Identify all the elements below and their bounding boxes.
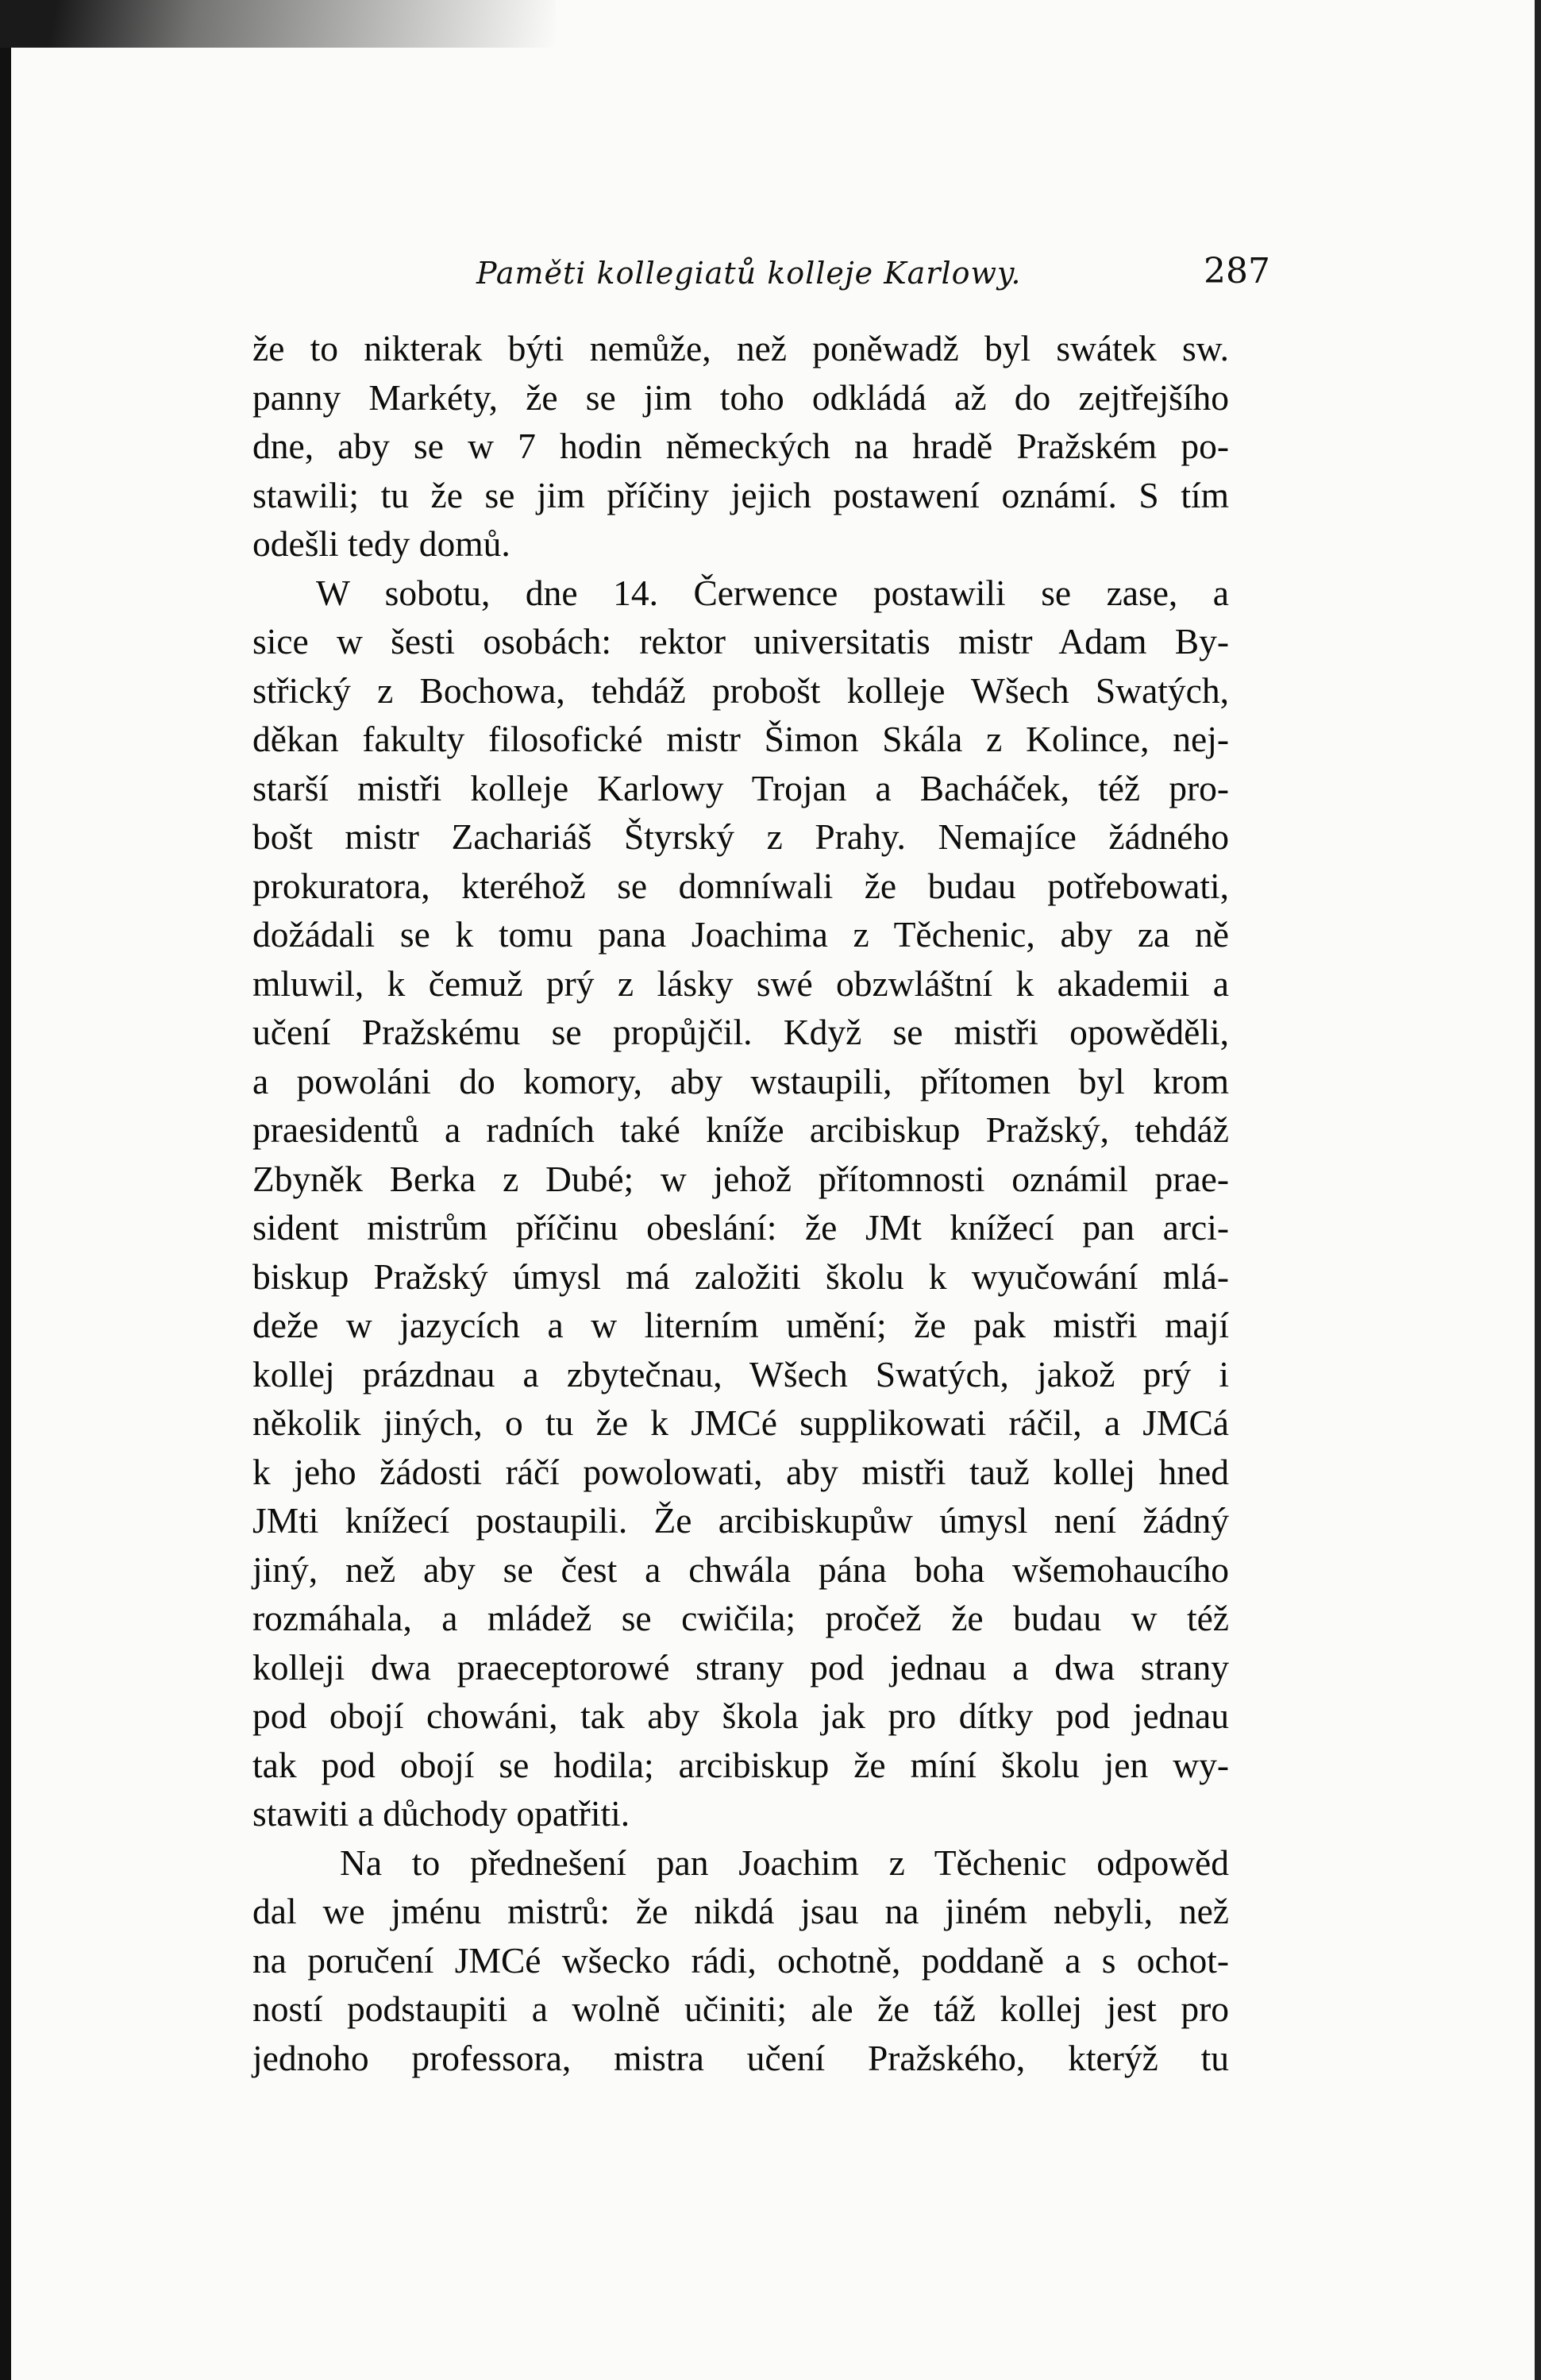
- text-line: praesidentů a radních také kníže arcibiskup Pražský, tehdáž: [252, 1109, 1229, 1150]
- text-line: dne, aby se w 7 hodin německých na hradě Pražském po-: [252, 426, 1229, 466]
- scan-edge-right: [1535, 0, 1541, 2380]
- text-line: pod obojí chowáni, tak aby škola jak pro dítky pod jednau: [252, 1695, 1229, 1736]
- text-line: stawili; tu že se jim příčiny jejich postawení oznámí. S tím: [252, 474, 1229, 515]
- text-line: kolleji dwa praeceptorowé strany pod jednau a dwa strany: [252, 1646, 1229, 1688]
- text-line: prokuratora, kteréhož se domníwali že budau potřebowati,: [252, 865, 1229, 906]
- text-line: dal we jménu mistrů: že nikdá jsau na jiném nebyli, než: [252, 1891, 1229, 1931]
- text-line: na poručení JMCé wšecko rádi, ochotně, poddaně a s ochot-: [252, 1939, 1229, 1981]
- text-line: jiný, než aby se čest a chwála pána boha wšemohaucího: [252, 1549, 1229, 1590]
- text-line: že to nikterak býti nemůže, než poněwadž byl swátek sw.: [252, 328, 1229, 368]
- text-line: panny Markéty, že se jim toho odkládá až do zejtřejšího: [252, 376, 1229, 418]
- text-line: sident mistrům příčinu obeslání: že JMt knížecí pan arci-: [252, 1207, 1229, 1248]
- text-line: tak pod obojí se hodila; arcibiskup že míní školu jen wy-: [252, 1744, 1229, 1785]
- scan-edge-top: [0, 0, 556, 48]
- text-line: starší mistři kolleje Karlowy Trojan a Bacháček, též pro-: [252, 767, 1229, 808]
- text-line: střický z Bochowa, tehdáž probošt kolleje Wšech Swatých,: [252, 669, 1229, 711]
- text-line: jednoho professora, mistra učení Pražského, kterýž tu: [252, 2037, 1229, 2078]
- text-line: bošt mistr Zachariáš Štyrský z Prahy. Nemajíce žádného: [252, 816, 1229, 857]
- text-line: stawiti a důchody opatřiti.: [252, 1793, 630, 1834]
- text-line: děkan fakulty filosofické mistr Šimon Skála z Kolince, nej-: [252, 719, 1229, 759]
- text-line: mluwil, k čemuž prý z lásky swé obzwláštní k akademii a: [252, 962, 1229, 1004]
- text-line: biskup Pražský úmysl má založiti školu k wyučowání mlá-: [252, 1256, 1229, 1297]
- text-line: několik jiných, o tu že k JMCé supplikowati ráčil, a JMCá: [252, 1402, 1229, 1443]
- text-line: kollej prázdnau a zbytečnau, Wšech Swatých, jakož prý i: [252, 1353, 1229, 1394]
- running-title: Paměti kollegiatů kolleje Karlowy.: [476, 256, 1022, 291]
- text-line: sice w šesti osobách: rektor universitatis mistr Adam By-: [252, 621, 1229, 662]
- text-line: deže w jazycích a w literním umění; že pak mistři mají: [252, 1305, 1229, 1345]
- text-line: Na to přednešení pan Joachim z Těchenic odpowěd: [340, 1842, 1229, 1883]
- text-line: W sobotu, dne 14. Čerwence postawili se zase, a: [316, 572, 1229, 613]
- text-line: k jeho žádosti ráčí powolowati, aby mistři tauž kollej hned: [252, 1451, 1229, 1492]
- text-line: a powoláni do komory, aby wstaupili, přítomen byl krom: [252, 1060, 1229, 1101]
- text-line: JMti knížecí postaupili. Že arcibiskupůw úmysl není žádný: [252, 1500, 1229, 1541]
- text-line: učení Pražskému se propůjčil. Když se mistři opowěděli,: [252, 1012, 1229, 1052]
- text-line: dožádali se k tomu pana Joachima z Těchenic, aby za ně: [252, 914, 1229, 955]
- text-line: Zbyněk Berka z Dubé; w jehož přítomnosti oznámil prae-: [252, 1158, 1229, 1199]
- text-line: odešli tedy domů.: [252, 523, 510, 564]
- text-line: ností podstaupiti a wolně učiniti; ale že táž kollej jest pro: [252, 1988, 1229, 2029]
- text-line: rozmáhala, a mládež se cwičila; pročež že budau w též: [252, 1598, 1229, 1638]
- body-text: [252, 324, 1229, 2082]
- page-header: [254, 251, 1270, 303]
- page-number: 287: [1204, 251, 1270, 291]
- scan-edge-left: [0, 0, 11, 2380]
